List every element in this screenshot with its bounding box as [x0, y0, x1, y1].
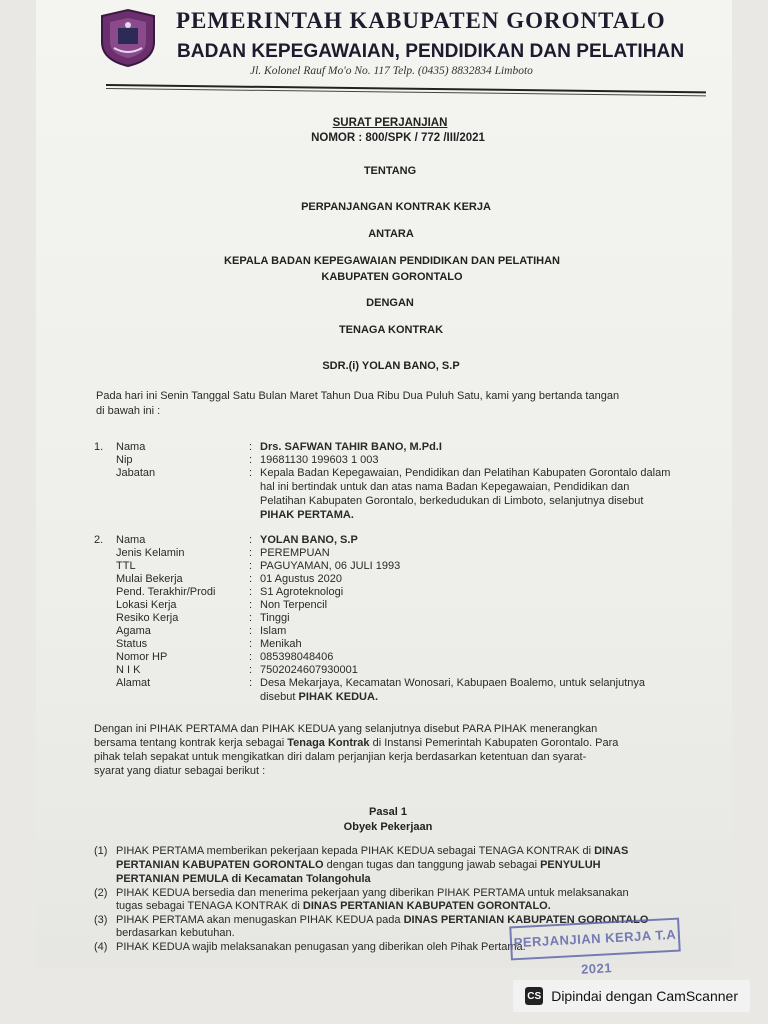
party-two-nama: YOLAN BANO, S.P	[260, 534, 358, 546]
pasal-item-4-line-1: PIHAK KEDUA wajib melaksanakan penugasan yang diberikan oleh Pihak Pertama.	[116, 941, 526, 953]
colon: :	[249, 638, 253, 650]
party-two-value: S1 Agroteknologi	[260, 586, 344, 598]
party-two-alamat: Desa Mekarjaya, Kecamatan Wonosari, Kabupaen Boalemo, untuk selanjutnya	[260, 677, 646, 689]
camscanner-label: Dipindai dengan CamScanner	[551, 988, 738, 1004]
colon: :	[249, 664, 253, 676]
letterhead-agency: BADAN KEPEGAWAIAN, PENDIDIKAN DAN PELATIHAN	[177, 40, 685, 62]
colon: :	[249, 467, 253, 479]
party-one-jabatan-cont-1: hal ini bertindak untuk dan atas nama Badan Kepegawaian, Pendidikan dan	[260, 481, 630, 493]
party-one-jabatan-cont-2: Pelatihan Kabupaten Gorontalo, berkedudukan di Limboto, selanjutnya disebut	[260, 495, 644, 507]
party-two-label: Nomor HP	[116, 651, 168, 663]
party-two-value: 7502024607930001	[260, 664, 358, 676]
party-two-value: 01 Agustus 2020	[260, 573, 342, 585]
party-one-title-line1: KEPALA BADAN KEPEGAWAIAN PENDIDIKAN DAN PELATIHAN	[224, 255, 560, 267]
camscanner-logo-icon: CS	[525, 987, 543, 1005]
party-one-label-nip: Nip	[116, 454, 133, 466]
party-two-value: Menikah	[260, 638, 302, 650]
party-one-label-nama: Nama	[116, 441, 146, 453]
party-two-number: 2.	[94, 534, 104, 546]
party-two-value: Non Terpencil	[260, 599, 328, 611]
party-one-title-line2: KABUPATEN GORONTALO	[321, 271, 463, 283]
agreement-line-3: pihak telah sepakat untuk mengikatkan diri dalam perjanjian kerja berdasarkan ketentuan dan syarat-	[94, 751, 587, 763]
colon: :	[249, 612, 253, 624]
pasal-subtitle: Obyek Pekerjaan	[343, 821, 433, 833]
letterhead-address: Jl. Kolonel Rauf Mo'o No. 117 Telp. (0435) 8832834 Limboto	[250, 65, 533, 77]
agreement-line-1: Dengan ini PIHAK PERTAMA dan PIHAK KEDUA yang selanjutnya disebut PARA PIHAK menerangkan	[94, 723, 598, 735]
party-two-label: Nama	[116, 534, 146, 546]
party-two-label: Status	[116, 638, 148, 650]
party-two-value: PAGUYAMAN, 06 JULI 1993	[260, 560, 401, 572]
party-one-nip: 19681130 199603 1 003	[260, 454, 379, 466]
party-two-label: Lokasi Kerja	[116, 599, 177, 611]
antara-heading: ANTARA	[368, 228, 414, 240]
letterhead-government: PEMERINTAH KABUPATEN GORONTALO	[176, 8, 666, 33]
regency-emblem-icon	[96, 8, 160, 68]
agreement-line-2: bersama tentang kontrak kerja sebagai Tenaga Kontrak di Instansi Pemerintah Kabupaten Gorontalo. Para	[94, 737, 619, 749]
colon: :	[249, 651, 253, 663]
party-two-label: Mulai Bekerja	[116, 573, 183, 585]
pasal-item-2-line-2: tugas sebagai TENAGA KONTRAK di DINAS PERTANIAN KABUPATEN GORONTALO.	[116, 900, 551, 912]
agreement-stamp: PERJANJIAN KERJA T.A 2021	[509, 918, 681, 961]
pasal-item-2-line-1: PIHAK KEDUA bersedia dan menerima pekerjaan yang diberikan PIHAK PERTAMA untuk melaksanakan	[116, 887, 629, 899]
party-one-nama: Drs. SAFWAN TAHIR BANO, M.Pd.I	[260, 441, 442, 453]
pasal-title: Pasal 1	[369, 806, 407, 818]
doc-type: SURAT PERJANJIAN	[332, 117, 448, 129]
pasal-item-1-line-1: PIHAK PERTAMA memberikan pekerjaan kepada PIHAK KEDUA sebagai TENAGA KONTRAK di DINAS	[116, 845, 629, 857]
party-two-label: Alamat	[116, 677, 151, 689]
party-two-label: Agama	[116, 625, 151, 637]
pasal-item-number: (3)	[94, 914, 108, 926]
document-page	[36, 0, 732, 977]
pasal-item-1-line-2: PERTANIAN KABUPATEN GORONTALO dengan tugas dan tanggung jawab sebagai PENYULUH	[116, 859, 601, 871]
pasal-item-number: (1)	[94, 845, 108, 857]
party-two-label: Jenis Kelamin	[116, 547, 185, 559]
party-one-label-jabatan: Jabatan	[116, 467, 156, 479]
party-one-number: 1.	[94, 441, 104, 453]
party-two-name-title: SDR.(i) YOLAN BANO, S.P	[322, 360, 460, 372]
doc-number: NOMOR : 800/SPK / 772 /III/2021	[311, 132, 485, 144]
colon: :	[249, 677, 253, 689]
pasal-item-number: (4)	[94, 941, 108, 953]
party-two-value: 085398048406	[260, 651, 334, 663]
colon: :	[249, 560, 253, 572]
intro-line-2: di bawah ini :	[96, 405, 161, 417]
party-two-designation: PIHAK KEDUA.	[298, 691, 378, 703]
pasal-item-3-line-2: berdasarkan kebutuhan.	[116, 927, 235, 939]
party-two-title: TENAGA KONTRAK	[338, 324, 444, 336]
dengan-heading: DENGAN	[366, 297, 414, 309]
pasal-item-1-line-3: PERTANIAN PEMULA di Kecamatan Tolangohula	[116, 873, 371, 885]
colon: :	[249, 573, 253, 585]
colon: :	[249, 586, 253, 598]
party-two-value: Tinggi	[260, 612, 290, 624]
colon: :	[249, 534, 253, 546]
tentang-heading: TENTANG	[363, 165, 417, 177]
colon: :	[249, 625, 253, 637]
pasal-item-3-line-1: PIHAK PERTAMA akan menugaskan PIHAK KEDUA pada DINAS PERTANIAN KABUPATEN GORONTALO	[116, 914, 649, 926]
party-two-label: TTL	[116, 560, 136, 572]
party-one-jabatan: Kepala Badan Kepegawaian, Pendidikan dan Pelatihan Kabupaten Gorontalo dalam	[260, 467, 671, 479]
colon: :	[249, 454, 253, 466]
agreement-line-4: syarat yang diatur sebagai berikut :	[94, 765, 266, 777]
pasal-item-number: (2)	[94, 887, 108, 899]
party-one-designation: PIHAK PERTAMA.	[260, 509, 354, 521]
subject-heading: PERPANJANGAN KONTRAK KERJA	[301, 201, 491, 213]
party-two-value: PEREMPUAN	[260, 547, 330, 559]
party-two-alamat-cont: disebut PIHAK KEDUA.	[260, 691, 378, 703]
party-two-label: Pend. Terakhir/Prodi	[116, 586, 216, 598]
party-two-label: Resiko Kerja	[116, 612, 179, 624]
colon: :	[249, 441, 253, 453]
intro-line-1: Pada hari ini Senin Tanggal Satu Bulan Maret Tahun Dua Ribu Dua Puluh Satu, kami yang bertanda tangan	[96, 390, 620, 402]
party-two-value: Islam	[260, 625, 287, 637]
party-two-label: N I K	[116, 664, 141, 676]
colon: :	[249, 547, 253, 559]
camscanner-watermark	[513, 980, 750, 1012]
colon: :	[249, 599, 253, 611]
